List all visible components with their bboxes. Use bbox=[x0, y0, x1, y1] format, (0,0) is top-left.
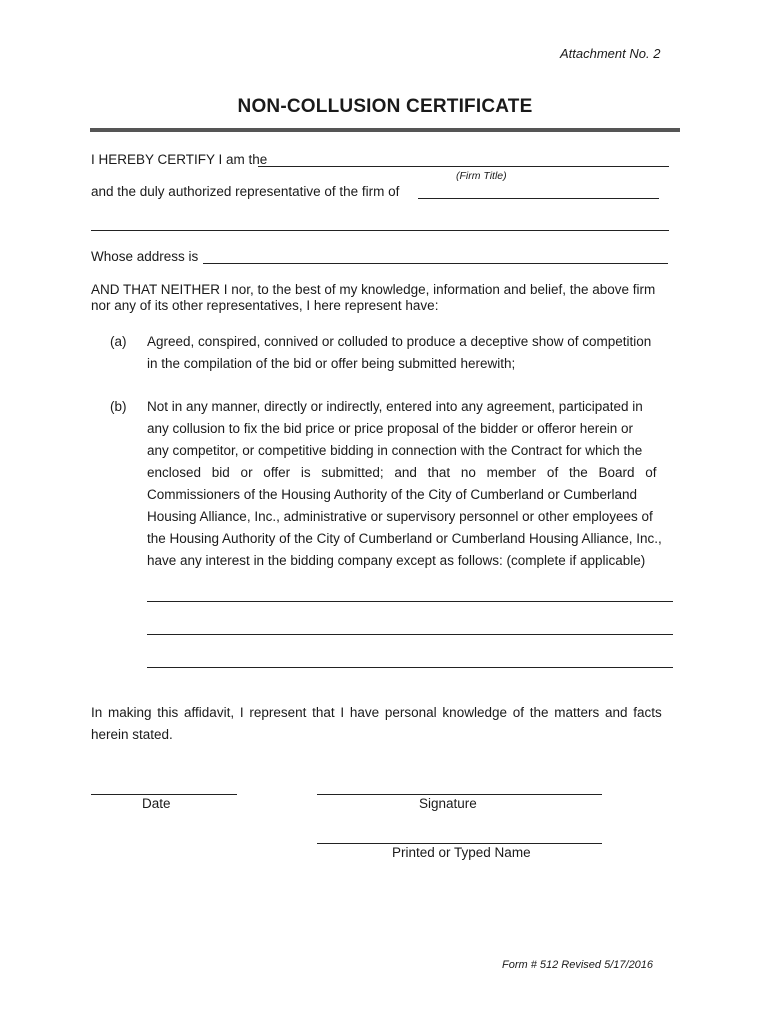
exception-field-2[interactable] bbox=[147, 634, 673, 635]
firm-representative-label: and the duly authorized representative of the firm of bbox=[91, 184, 400, 199]
item-b-line: the Housing Authority of the City of Cumberland or Cumberland Housing Alliance, Inc., bbox=[147, 531, 662, 546]
exception-field-1[interactable] bbox=[147, 601, 673, 602]
item-b-line: Commissioners of the Housing Authority of the City of Cumberland or Cumberland bbox=[147, 487, 637, 502]
printed-name-field[interactable] bbox=[317, 843, 602, 844]
affidavit-line: herein stated. bbox=[91, 727, 173, 742]
attachment-number: Attachment No. 2 bbox=[560, 46, 661, 61]
signature-field[interactable] bbox=[317, 794, 602, 795]
statement-intro-line: AND THAT NEITHER I nor, to the best of my knowledge, information and belief, the above firm bbox=[91, 282, 656, 297]
statement-intro-line: nor any of its other representatives, I here represent have: bbox=[91, 298, 439, 313]
firm-name-field[interactable] bbox=[418, 198, 659, 199]
item-a-text bbox=[147, 331, 682, 375]
exception-field-3[interactable] bbox=[147, 667, 673, 668]
address-field[interactable] bbox=[203, 263, 668, 264]
certify-label: I HEREBY CERTIFY I am the bbox=[91, 152, 268, 167]
item-a-marker: (a) bbox=[110, 334, 127, 349]
item-b-line: Housing Alliance, Inc., administrative or supervisory personnel or other employees of bbox=[147, 509, 653, 524]
item-b-text bbox=[147, 396, 682, 572]
item-a-line: in the compilation of the bid or offer being submitted herewith; bbox=[147, 356, 516, 371]
affidavit-line: In making this affidavit, I represent that I have personal knowledge of the matters and facts bbox=[91, 705, 662, 720]
form-number: Form # 512 Revised 5/17/2016 bbox=[502, 959, 654, 971]
item-b-line: any competitor, or competitive bidding in connection with the Contract for which the bbox=[147, 443, 643, 458]
item-b-line: any collusion to fix the bid price or price proposal of the bidder or offeror herein or bbox=[147, 421, 634, 436]
statement-intro bbox=[91, 279, 691, 317]
firm-name-continuation-field[interactable] bbox=[91, 230, 669, 231]
date-field[interactable] bbox=[91, 794, 237, 795]
printed-name-label: Printed or Typed Name bbox=[392, 845, 531, 860]
date-label: Date bbox=[142, 796, 171, 811]
firm-title-caption: (Firm Title) bbox=[456, 170, 507, 182]
title-rule bbox=[90, 128, 680, 132]
firm-title-field[interactable] bbox=[258, 166, 669, 167]
item-b-line: enclosed bid or offer is submitted; and that no member of the Board of bbox=[147, 465, 657, 480]
signature-label: Signature bbox=[419, 796, 477, 811]
item-b-line: have any interest in the bidding company except as follows: (complete if applicable) bbox=[147, 553, 646, 568]
item-a-line: Agreed, conspired, connived or colluded to produce a deceptive show of competition bbox=[147, 334, 652, 349]
affidavit-statement bbox=[91, 702, 691, 746]
item-b-marker: (b) bbox=[110, 399, 127, 414]
address-label: Whose address is bbox=[91, 249, 199, 264]
item-b-line: Not in any manner, directly or indirectly, entered into any agreement, participated in bbox=[147, 399, 643, 414]
page-title: NON-COLLUSION CERTIFICATE bbox=[237, 96, 533, 117]
